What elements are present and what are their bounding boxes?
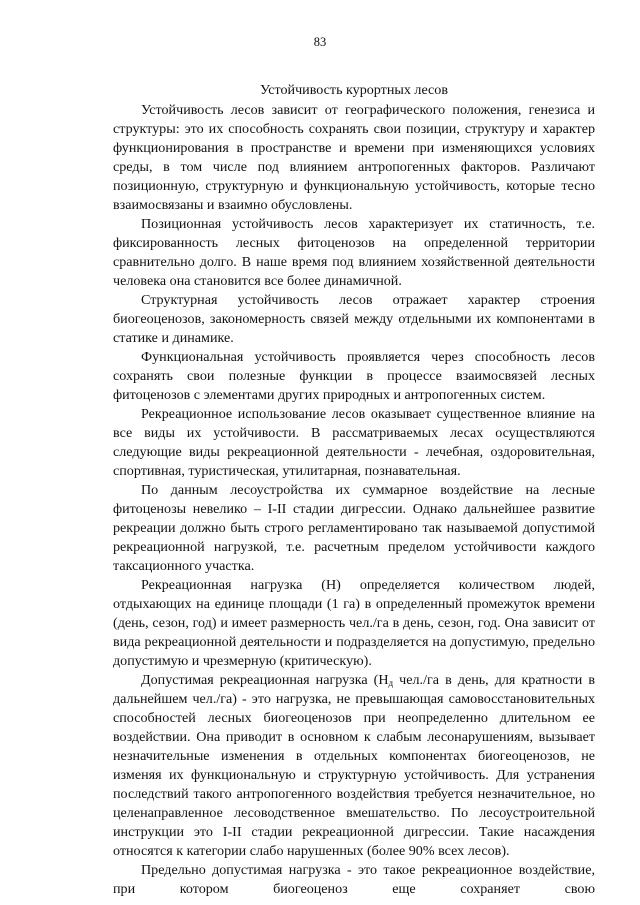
page-content xyxy=(113,81,595,899)
paragraph-recreational-load: Рекреационная нагрузка (Н) определяется количеством людей, отдыхающих на единице площади (1 га) в определенный промежуток времени (день, сезон, год) и имеет размерность чел./га в день, сезон, год. Она зависит от вида рекреационной деятельности и подразделяется на допустимую, предельно допустимую и чрезмерную (критическую). xyxy=(113,577,595,669)
paragraph-forest-inventory: По данным лесоустройства их суммарное воздействие на лесные фитоценозы невелико – I-II стадии дигрессии. Однако дальнейшее развитие рекреации должно быть строго регламентировано так называемой допустимой рекреационной нагрузкой, т.е. расчетным пределом устойчивости каждого таксационного участка. xyxy=(113,482,595,574)
page-number: 83 xyxy=(313,35,327,49)
paragraph-max-permissible-load: Предельно допустимая нагрузка - это такое рекреационное воздействие, при котором биогеоценоз еще сохраняет свою xyxy=(113,862,595,897)
paragraph-recreational-use: Рекреационное использование лесов оказывает существенное влияние на все виды их устойчивости. В рассматриваемых лесах осуществляются следующие виды рекреационной деятельности - лечебная, оздоровительная, спортивная, туристическая, утилитарная, познавательная. xyxy=(113,406,595,479)
paragraph-stability-overview: Устойчивость лесов зависит от географического положения, генезиса и структуры: это их способность сохранять свои позиции, структуру и характер функционирования в пространстве и времени при изменяющихся условиях среды, в том числе под влиянием антропогенных факторов. Различают позиционную, структурную и функциональную устойчивость, которые тесно взаимосвязаны и взаимно обусловлены. xyxy=(113,102,595,213)
permissible-load-subscript: д xyxy=(388,678,394,688)
permissible-load-text-end: чел./га в день, для кратности в дальнейшем чел./га) - это нагрузка, не превышающая самовосстановительных способностей лесных биогеоценозов при неопределенно длительном ее воздействии. Она приводит в основном к слабым лесонарушениям, вызывает незначительные изменения в отдельных компонентах биогеоценозов, не изменяя их функциональную и структурную устойчивость. Для устранения последствий такого антропогенного воздействия требуется незначительное, но целенаправленное лесоводственное вмешательство. По лесоустроительной инструкции это I-II стадии рекреационной дигрессии. Такие насаждения относятся к категории слабо нарушенных (более 90% всех лесов). xyxy=(113,672,595,859)
paragraph-functional-stability: Функциональная устойчивость проявляется через способность лесов сохранять свои полезные функции в процессе взаимосвязей лесных фитоценозов с элементами других природных и антропогенных систем. xyxy=(113,349,595,403)
paragraph-structural-stability: Структурная устойчивость лесов отражает характер строения биогеоценозов, закономерность связей между отдельными их компонентами в статике и динамике. xyxy=(113,292,595,346)
paragraph-permissible-load xyxy=(113,671,595,861)
paragraph-positional-stability: Позиционная устойчивость лесов характеризует их статичность, т.е. фиксированность лесных фитоценозов на определенной территории сравнительно долго. В наше время под влиянием хозяйственной деятельности человека она становится все более динамичной. xyxy=(113,216,595,289)
permissible-load-text-start: Допустимая рекреационная нагрузка (Н xyxy=(141,672,389,688)
section-title: Устойчивость курортных лесов xyxy=(259,82,449,98)
